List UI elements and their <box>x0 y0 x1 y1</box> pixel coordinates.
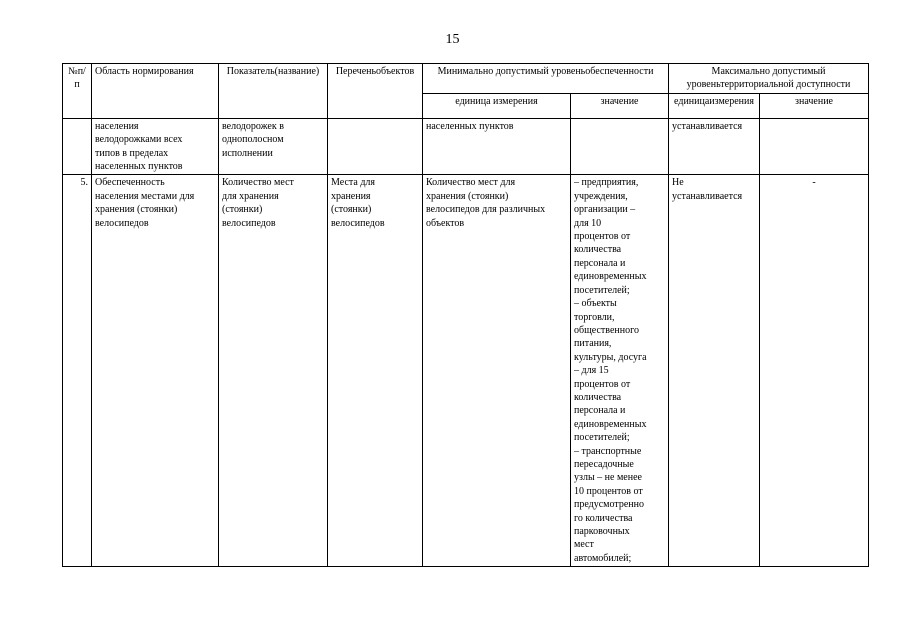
row-value-max <box>760 118 869 175</box>
row-unit-max: Не устанавливается <box>669 175 760 567</box>
row-indicator: Количество мест для хранения (стоянки) велосипедов <box>219 175 328 567</box>
header-value-max: значение <box>760 93 869 118</box>
value-line: количества <box>574 391 622 403</box>
value-line: единовременных <box>574 271 647 283</box>
value-line: предусмотренно <box>574 499 645 511</box>
header-unit-max: единицаизмерения <box>669 93 760 118</box>
value-line: торговли, <box>574 311 615 323</box>
value-line: единовременных <box>574 418 647 430</box>
value-line: общественного <box>574 324 639 336</box>
row-area: населения велодорожками всех типов в пределах населенных пунктов <box>92 118 219 175</box>
row-value-min <box>571 175 669 567</box>
value-line: мест <box>574 539 594 551</box>
value-line: посетителей; <box>574 432 630 444</box>
header-max-level: Максимально допустимый уровеньтерриториальной доступности <box>669 64 869 94</box>
value-line: учреждения, <box>574 190 628 202</box>
value-line: узлы – не менее <box>574 472 642 484</box>
norms-table <box>62 63 869 567</box>
value-line: процентов от <box>574 378 631 390</box>
value-line: организации – <box>574 204 636 216</box>
header-row-top <box>63 64 869 94</box>
header-value-min: значение <box>571 93 669 118</box>
row-value-max: - <box>760 175 869 567</box>
row-objects <box>328 118 423 175</box>
row-number <box>63 118 92 175</box>
value-line: питания, <box>574 338 612 350</box>
value-line: пересадочные <box>574 458 634 470</box>
row-unit-min: Количество мест для хранения (стоянки) велосипедов для различных объектов <box>423 175 571 567</box>
value-line: автомобилей; <box>574 552 632 564</box>
value-line: – транспортные <box>574 445 642 457</box>
value-line: – объекты <box>574 298 617 310</box>
row-indicator: велодорожек в однополосном исполнении <box>219 118 328 175</box>
header-min-level: Минимально допустимый уровеньобеспеченности <box>423 64 669 94</box>
row-objects: Места для хранения (стоянки) велосипедов <box>328 175 423 567</box>
value-line: персонала и <box>574 405 626 417</box>
row-number: 5. <box>63 175 92 567</box>
table-row <box>63 118 869 175</box>
value-line: культуры, досуга <box>574 351 647 363</box>
value-line: го количества <box>574 512 633 524</box>
page-number: 15 <box>445 32 460 47</box>
value-line: процентов от <box>574 231 631 243</box>
row-unit-min: населенных пунктов <box>423 118 571 175</box>
value-line: парковочных <box>574 526 630 537</box>
header-num: №п/п <box>63 64 92 119</box>
header-unit-min: единица измерения <box>423 93 571 118</box>
table-row <box>63 175 869 567</box>
value-line: 10 процентов от <box>574 485 643 497</box>
value-line: посетителей; <box>574 284 630 296</box>
header-indicator: Показатель(название) <box>219 64 328 119</box>
value-line: количества <box>574 244 622 256</box>
row-value-min <box>571 118 669 175</box>
value-line: персонала и <box>574 257 626 269</box>
header-objects: Переченьобъектов <box>328 64 423 119</box>
value-line: – для 15 <box>574 365 609 377</box>
value-line: – предприятия, <box>574 177 639 189</box>
row-area: Обеспеченность населения местами для хранения (стоянки) велосипедов <box>92 175 219 567</box>
header-area: Область нормирования <box>92 64 219 119</box>
row-unit-max: устанавливается <box>669 118 760 175</box>
value-line: для 10 <box>574 217 602 229</box>
